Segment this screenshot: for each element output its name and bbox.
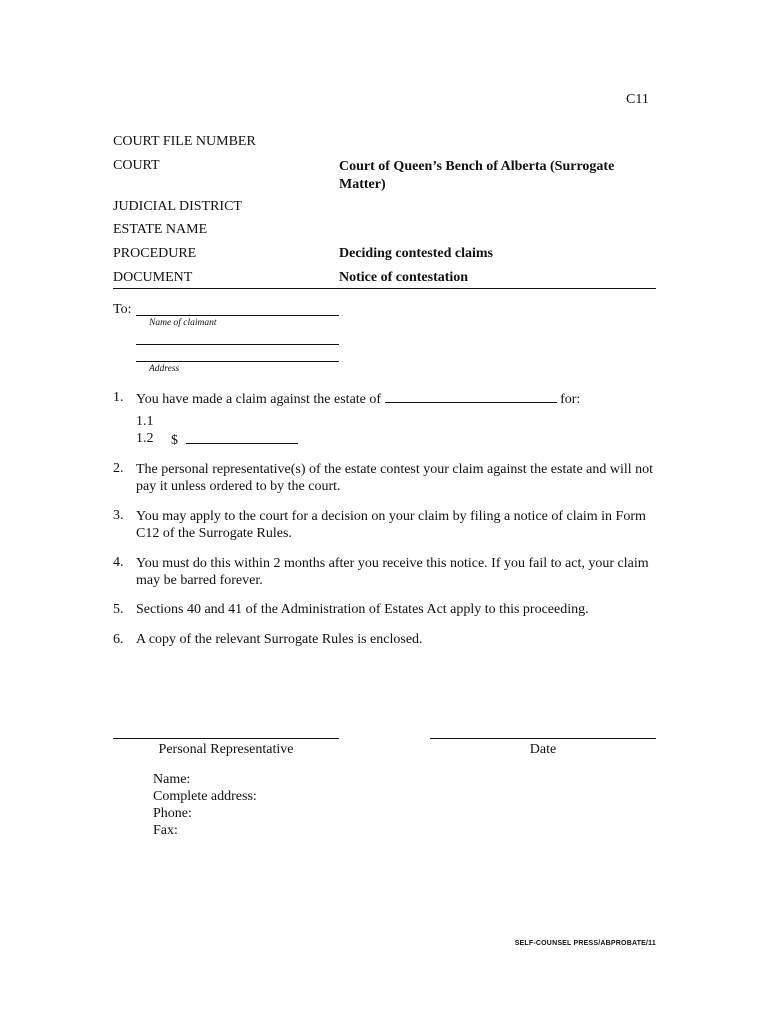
subitem-amount: [171, 431, 298, 449]
header-value-procedure: Deciding contested claims: [339, 246, 493, 261]
item-2-text: The personal representative(s) of the estate contest your claim against the estate and will not pay it unless ordered to by the court.: [136, 462, 654, 494]
name-of-claimant-caption: Name of claimant: [149, 318, 217, 328]
amount-blank[interactable]: [186, 431, 298, 444]
item-5-text: Sections 40 and 41 of the Administration of Estates Act apply to this proceeding.: [136, 602, 589, 617]
header-value-court: Court of Queen’s Bench of Alberta (Surrogate Matter): [339, 159, 615, 192]
contact-name-label: Name:: [153, 772, 191, 787]
contact-fax-label: Fax:: [153, 823, 178, 838]
item-4-text: You must do this within 2 months after you receive this notice. If you fail to act, your claim may be barred forever.: [136, 556, 649, 588]
date-line[interactable]: [430, 738, 656, 739]
claimant-address-line-2[interactable]: [136, 361, 339, 362]
claimant-address-line-1[interactable]: [136, 344, 339, 345]
header-divider: [113, 288, 656, 289]
to-label: To:: [113, 302, 132, 317]
header-label-procedure: PROCEDURE: [113, 246, 197, 261]
signature-line[interactable]: [113, 738, 339, 739]
item-number: 5.: [113, 602, 124, 617]
item-number: 6.: [113, 632, 124, 647]
item-1-text-after: for:: [560, 392, 581, 407]
address-caption: Address: [149, 364, 180, 374]
header-label-estate-name: ESTATE NAME: [113, 222, 208, 237]
personal-representative-label: Personal Representative: [158, 742, 294, 757]
item-number: 1.: [113, 390, 124, 405]
footer-publisher: SELF-COUNSEL PRESS/ABPROBATE/11: [514, 940, 656, 947]
item-number: 2.: [113, 461, 124, 476]
contact-address-label: Complete address:: [153, 789, 257, 804]
item-1-text-before: You have made a claim against the estate of: [136, 392, 382, 407]
date-label: Date: [529, 742, 557, 757]
item-6-text: A copy of the relevant Surrogate Rules is enclosed.: [136, 632, 423, 647]
estate-name-blank[interactable]: [385, 390, 557, 403]
header-value-document: Notice of contestation: [339, 270, 469, 285]
item-3-text: You may apply to the court for a decision on your claim by filing a notice of claim in Form C12 of the Surrogate Rules.: [136, 509, 646, 541]
header-label-court-file-number: COURT FILE NUMBER: [113, 134, 256, 149]
item-1-text: [136, 390, 580, 408]
subitem-number: 1.1: [136, 414, 154, 429]
header-label-court: COURT: [113, 158, 160, 173]
form-code: C11: [626, 92, 649, 107]
contact-phone-label: Phone:: [153, 806, 192, 821]
subitem-number: 1.2: [136, 431, 154, 446]
item-number: 3.: [113, 508, 124, 523]
header-label-judicial-district: JUDICIAL DISTRICT: [113, 199, 242, 214]
claimant-name-line[interactable]: [136, 315, 339, 316]
header-label-document: DOCUMENT: [113, 270, 193, 285]
dollar-sign: $: [171, 433, 178, 448]
item-number: 4.: [113, 555, 124, 570]
